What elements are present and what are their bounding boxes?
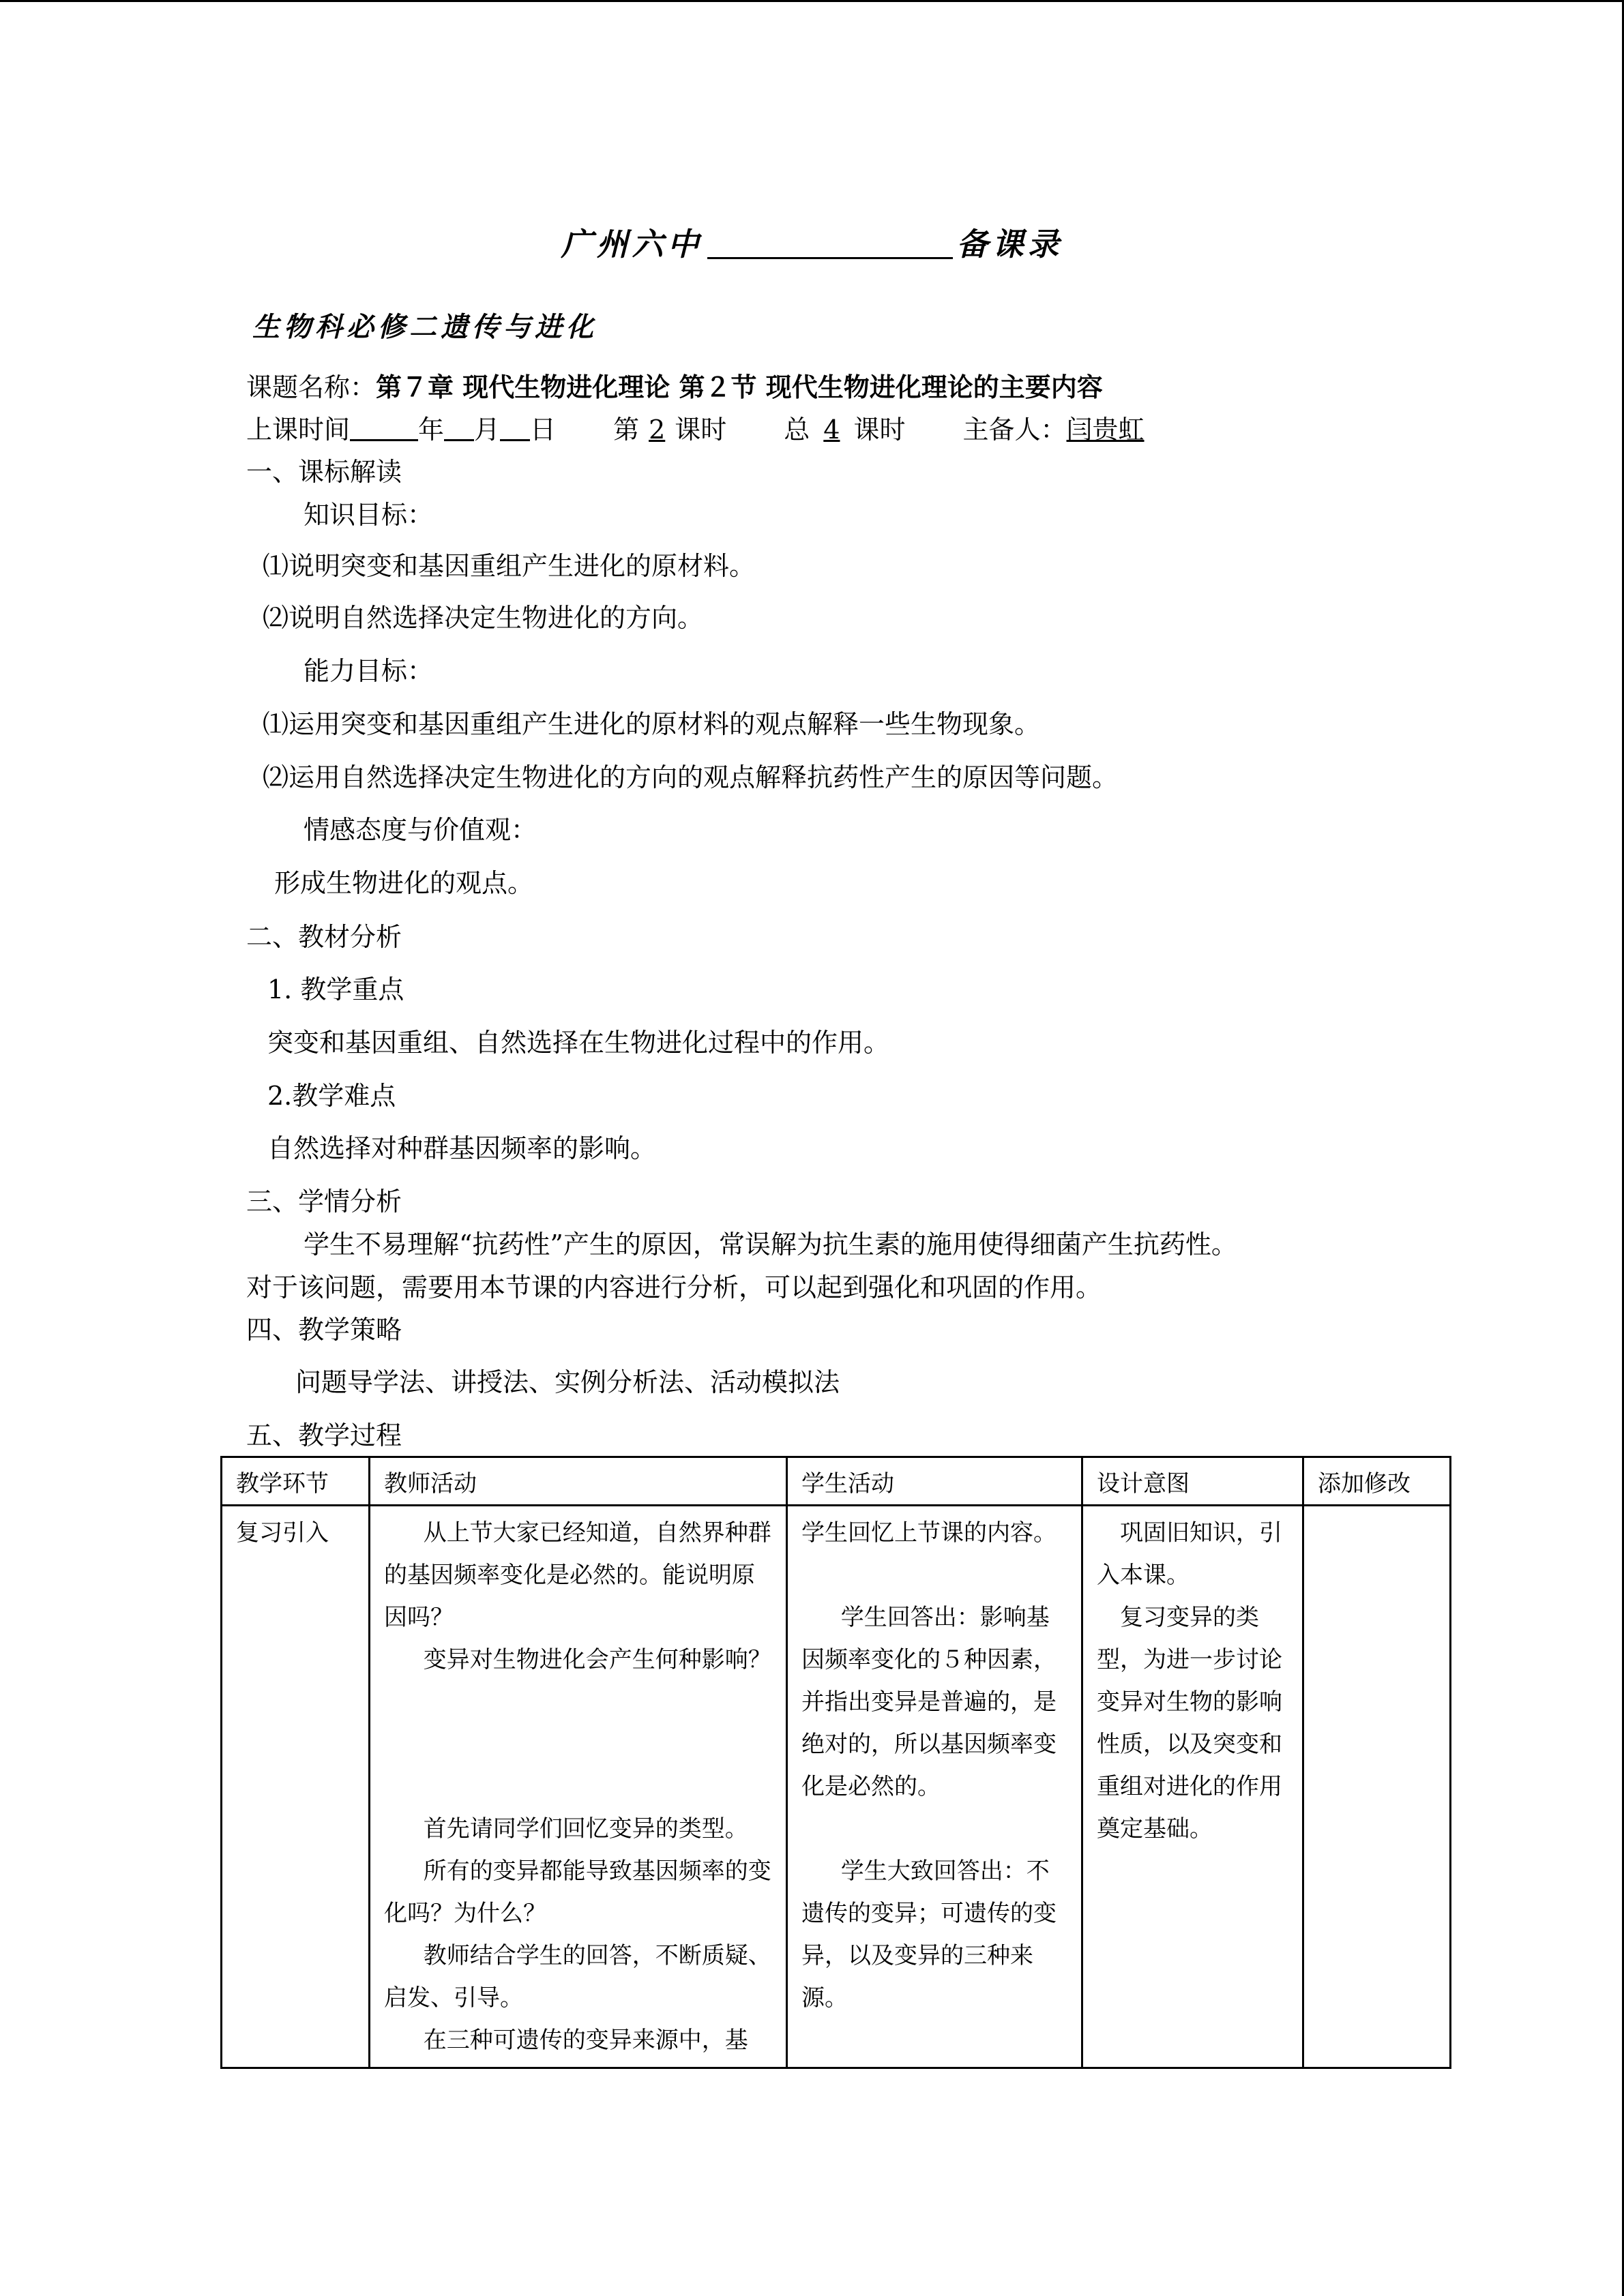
topic-value: 第７章 现代生物进化理论 第２节 现代生物进化理论的主要内容 (376, 372, 1103, 402)
header-note: 添加修改 (1303, 1457, 1451, 1506)
total-value: 4 (823, 415, 840, 445)
ability-item-1: ⑴运用突变和基因重组产生进化的原材料的观点解释一些生物现象。 (263, 709, 1041, 739)
difficult-point-text: 自然选择对种群基因频率的影响。 (267, 1133, 657, 1163)
teacher-para-6: 在三种可遗传的变异来源中，基 (423, 2027, 748, 2054)
cell-stage: 复习引入 (222, 1506, 370, 2068)
knowledge-label: 知识目标： (304, 500, 434, 530)
period-prefix: 第 (613, 415, 640, 445)
year-label: 年 (418, 415, 445, 445)
section-3-line-1: 学生不易理解“抗药性”产生的原因，常误解为抗生素的施用使得细菌产生抗药性。 (304, 1229, 1237, 1259)
record-label: 备课录 (956, 226, 1063, 263)
cell-note (1303, 1506, 1451, 2068)
total-prefix: 总 (784, 415, 810, 445)
key-point-text: 突变和基因重组、自然选择在生物进化过程中的作用。 (267, 1028, 890, 1058)
student-para-2: 学生回答出：影响基因频率变化的５种因素，并指出变异是普遍的，是绝对的，所以基因频率变化是必然的。 (801, 1604, 1057, 1800)
teacher-para-3: 首先请同学们回忆变异的类型。 (423, 1815, 748, 1843)
year-blank (350, 415, 418, 441)
total-suffix: 课时 (853, 415, 906, 445)
teaching-process-table (220, 1456, 1451, 2069)
period-suffix: 课时 (675, 415, 727, 445)
header-teacher: 教师活动 (370, 1457, 787, 1506)
ability-item-2: ⑵运用自然选择决定生物进化的方向的观点解释抗药性产生的原因等问题。 (263, 762, 1119, 792)
cell-intent (1082, 1506, 1303, 2068)
section-4-text: 问题导学法、讲授法、实例分析法、活动模拟法 (295, 1367, 840, 1397)
teacher-para-4: 所有的变异都能导致基因频率的变化吗？为什么？ (384, 1858, 771, 1927)
key-point-label: 1. 教学重点 (267, 974, 404, 1004)
preparer-value: 闫贵虹 (1066, 415, 1145, 445)
document-title (0, 220, 1624, 265)
section-4-title: 四、教学策略 (246, 1315, 402, 1345)
intent-para-2: 复习变异的类型，为进一步讨论变异对生物的影响性质，以及突变和重组对进化的作用奠定基础。 (1097, 1604, 1282, 1843)
subject-line: 生物科必修二遗传与进化 (252, 311, 597, 343)
section-5-title: 五、教学过程 (246, 1420, 402, 1450)
section-3-line-2: 对于该问题，需要用本节课的内容进行分析，可以起到强化和巩固的作用。 (246, 1272, 1102, 1302)
table-header-row (222, 1457, 1451, 1506)
knowledge-item-2: ⑵说明自然选择决定生物进化的方向。 (263, 603, 704, 633)
header-student: 学生活动 (787, 1457, 1082, 1506)
topic-label: 课题名称： (246, 372, 377, 402)
teacher-para-2: 变异对生物进化会产生何种影响？ (423, 1646, 771, 1673)
preparer-label: 主备人： (962, 415, 1067, 445)
month-label: 月 (474, 415, 501, 445)
student-para-3: 学生大致回答出：不遗传的变异；可遗传的变异，以及变异的三种来源。 (801, 1858, 1057, 2012)
day-blank (500, 415, 530, 441)
header-stage: 教学环节 (222, 1457, 370, 1506)
cell-teacher (370, 1506, 787, 2068)
topic-line (246, 372, 1103, 404)
difficult-point-label: 2.教学难点 (267, 1081, 396, 1111)
day-label: 日 (530, 415, 557, 445)
emotion-label: 情感态度与价值观： (304, 815, 537, 845)
table-row (222, 1506, 1451, 2068)
knowledge-item-1: ⑴说明突变和基因重组产生进化的原材料。 (263, 551, 756, 581)
school-name: 广州六中 (561, 226, 703, 263)
month-blank (444, 415, 474, 441)
teacher-para-1: 从上节大家已经知道，自然界种群的基因频率变化是必然的。能说明原因吗？ (384, 1519, 771, 1631)
section-2-title: 二、教材分析 (246, 922, 402, 952)
schedule-line (246, 415, 1145, 446)
intent-para-1: 巩固旧知识，引入本课。 (1097, 1519, 1282, 1589)
period-value: 2 (649, 415, 666, 445)
student-para-1: 学生回忆上节课的内容。 (801, 1519, 1057, 1547)
title-blank (707, 227, 953, 259)
emotion-item-1: 形成生物进化的观点。 (274, 868, 534, 898)
header-intent: 设计意图 (1082, 1457, 1303, 1506)
teacher-para-5: 教师结合学生的回答，不断质疑、启发、引导。 (384, 1942, 771, 2012)
cell-student (787, 1506, 1082, 2068)
ability-label: 能力目标： (304, 656, 434, 686)
time-label: 上课时间 (246, 415, 351, 445)
section-1-title: 一、课标解读 (246, 457, 402, 487)
section-3-title: 三、学情分析 (246, 1187, 402, 1217)
